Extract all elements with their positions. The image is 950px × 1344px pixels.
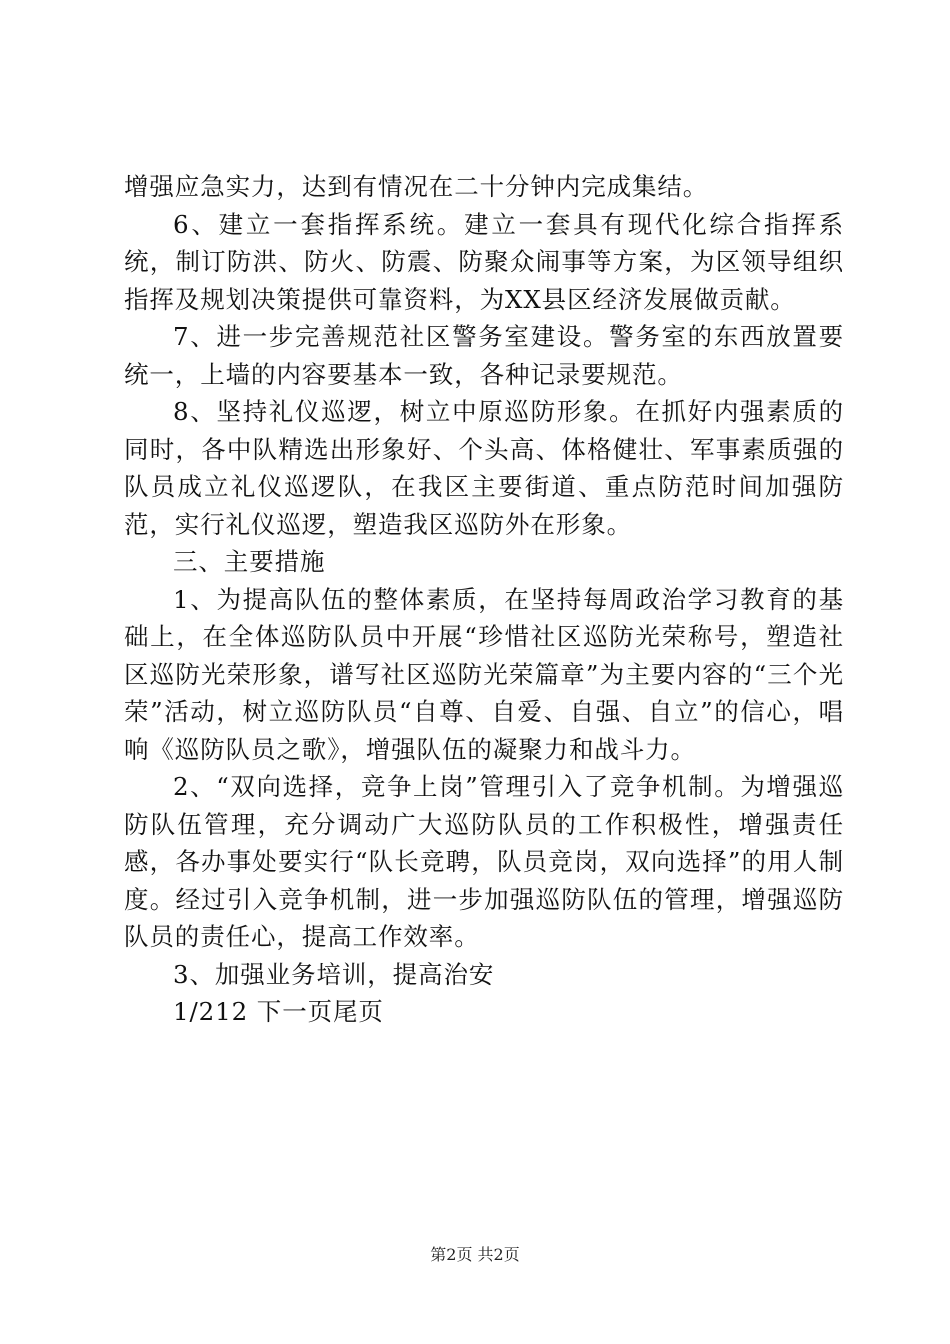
paragraph-measure-1: 1、为提高队伍的整体素质，在坚持每周政治学习教育的基础上，在全体巡防队员中开展“珍惜社区巡防光荣称号，塑造社区巡防光荣形象，谱写社区巡防光荣篇章”为主要内容的“三个光荣”活动，树立巡防队员“自尊、自爱、自强、自立”的信心，唱响《巡防队员之歌》，增强队伍的凝聚力和战斗力。: [124, 584, 844, 764]
document-body: [124, 168, 844, 1031]
paragraph-measure-3: 3、加强业务培训，提高治安: [173, 959, 495, 989]
paragraph-item-8: 8、坚持礼仪巡逻，树立中原巡防形象。在抓好内强素质的同时，各中队精选出形象好、个头高、体格健壮、军事素质强的队员成立礼仪巡逻队，在我区主要街道、重点防范时间加强防范，实行礼仪巡逻，塑造我区巡防外在形象。: [124, 397, 844, 539]
pagination-text: 1/212 下一页尾页: [173, 997, 384, 1026]
page-footer: 第2页 共2页: [430, 1245, 520, 1264]
paragraph-item-7: 7、进一步完善规范社区警务室建设。警务室的东西放置要统一，上墙的内容要基本一致，各种记录要规范。: [124, 322, 844, 389]
paragraph-measure-2: 2、“双向选择，竞争上岗”管理引入了竞争机制。为增强巡防队伍管理，充分调动广大巡防队员的工作积极性，增强责任感，各办事处要实行“队长竞聘，队员竞岗，双向选择”的用人制度。经过引入竞争机制，进一步加强巡防队伍的管理，增强巡防队员的责任心，提高工作效率。: [124, 772, 844, 951]
section-heading: 三、主要措施: [173, 547, 326, 576]
paragraph-continuation: 增强应急实力，达到有情况在二十分钟内完成集结。: [124, 172, 709, 201]
paragraph-item-6: 6、建立一套指挥系统。建立一套具有现代化综合指挥系统，制订防洪、防火、防震、防聚众闹事等方案，为区领导组织指挥及规划决策提供可靠资料，为XX县区经济发展做贡献。: [124, 209, 844, 314]
